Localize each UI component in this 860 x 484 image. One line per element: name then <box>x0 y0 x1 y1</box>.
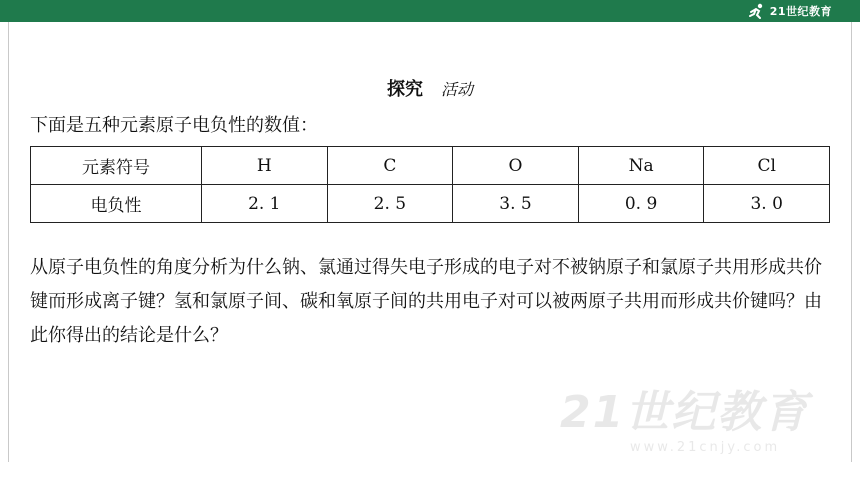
brand-logo <box>748 2 832 20</box>
table-cell: Cl <box>704 147 830 185</box>
table-cell: 3. 5 <box>453 185 579 223</box>
table-row <box>31 147 830 185</box>
question-text: 从原子电负性的角度分析为什么钠、氯通过得失电子形成的电子对不被钠原子和氯原子共用形成共价键而形成离子键？氢和氯原子间、碳和氧原子间的共用电子对可以被两原子共用而形成共价键吗？由此你得出的结论是什么？ <box>30 257 822 346</box>
logo-text: 21世纪教育 <box>769 5 832 18</box>
electronegativity-table <box>30 146 830 223</box>
watermark-url: www.21cnjy.com <box>630 440 781 455</box>
runner-icon <box>748 3 766 19</box>
table-cell: 0. 9 <box>578 185 704 223</box>
table-cell: Na <box>578 147 704 185</box>
watermark-title: 21世纪教育 <box>560 387 810 438</box>
table-cell: 元素符号 <box>31 147 202 185</box>
heading-main: 探究 <box>386 79 423 100</box>
table-cell: 3. 0 <box>704 185 830 223</box>
table-row <box>31 185 830 223</box>
section-heading <box>0 75 860 101</box>
top-banner <box>0 0 860 22</box>
heading-sub: 活动 <box>440 80 473 99</box>
table-cell: H <box>202 147 328 185</box>
table-cell: O <box>453 147 579 185</box>
watermark <box>560 376 809 455</box>
table-cell: 2. 5 <box>327 185 453 223</box>
table-cell: C <box>327 147 453 185</box>
table-cell: 电负性 <box>31 185 202 223</box>
table-cell: 2. 1 <box>202 185 328 223</box>
intro-text: 下面是五种元素原子电负性的数值： <box>30 115 318 136</box>
